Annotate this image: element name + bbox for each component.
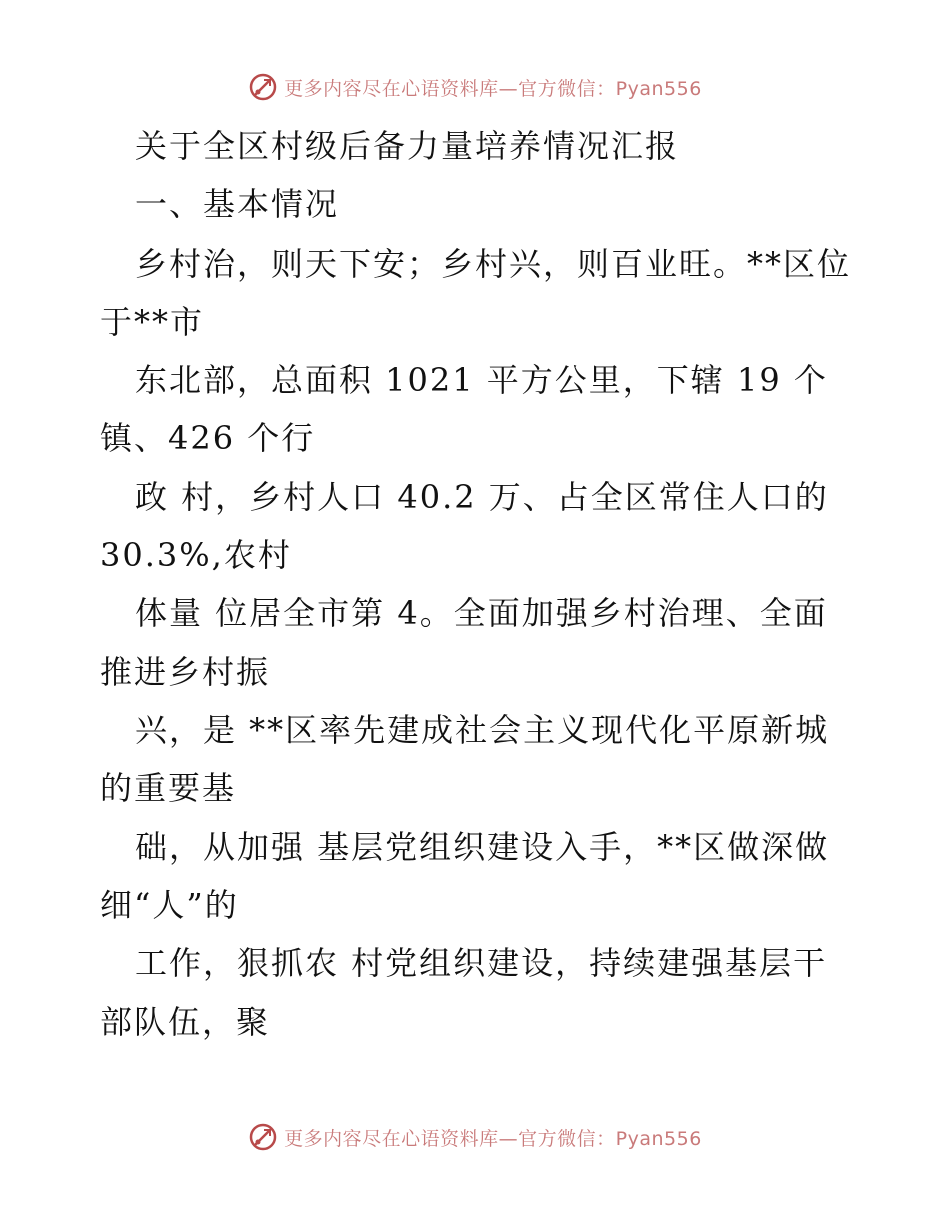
paragraph-line: 础，从加强 基层党组织建设入手，**区做深做 — [135, 828, 830, 866]
paragraph-line: 部队伍，聚 — [100, 1003, 271, 1041]
paragraph-line: 乡村治，则天下安；乡村兴，则百业旺。**区位 — [135, 245, 852, 283]
paragraph-line: 工作，狠抓农 村党组织建设，持续建强基层干 — [135, 944, 828, 982]
paragraph-line: 兴，是 **区率先建成社会主义现代化平原新城 — [135, 711, 830, 749]
watermark-text: 更多内容尽在心语资料库—官方微信：Pyan556 — [284, 77, 702, 100]
watermark-footer — [0, 1122, 950, 1152]
section-heading: 一、基本情况 — [135, 185, 340, 223]
quill-seal-icon — [248, 72, 278, 102]
watermark-header — [0, 72, 950, 102]
paragraph-line: 细“人”的 — [100, 886, 239, 924]
paragraph-line: 体量 位居全市第 4。全面加强乡村治理、全面 — [135, 594, 828, 632]
paragraph-line: 推进乡村振 — [100, 653, 271, 691]
paragraph-line: 政 村，乡村人口 40.2 万、占全区常住人口的 — [135, 478, 829, 516]
watermark-text: 更多内容尽在心语资料库—官方微信：Pyan556 — [284, 1127, 702, 1150]
quill-seal-icon — [248, 1122, 278, 1152]
paragraph-line: 30.3%,农村 — [100, 536, 292, 574]
paragraph-line: 镇、426 个行 — [100, 419, 316, 457]
paragraph-line: 于**市 — [100, 303, 205, 341]
paragraph-line: 的重要基 — [100, 769, 237, 807]
document-title: 关于全区村级后备力量培养情况汇报 — [135, 127, 680, 165]
paragraph-line: 东北部，总面积 1021 平方公里，下辖 19 个 — [135, 361, 828, 399]
